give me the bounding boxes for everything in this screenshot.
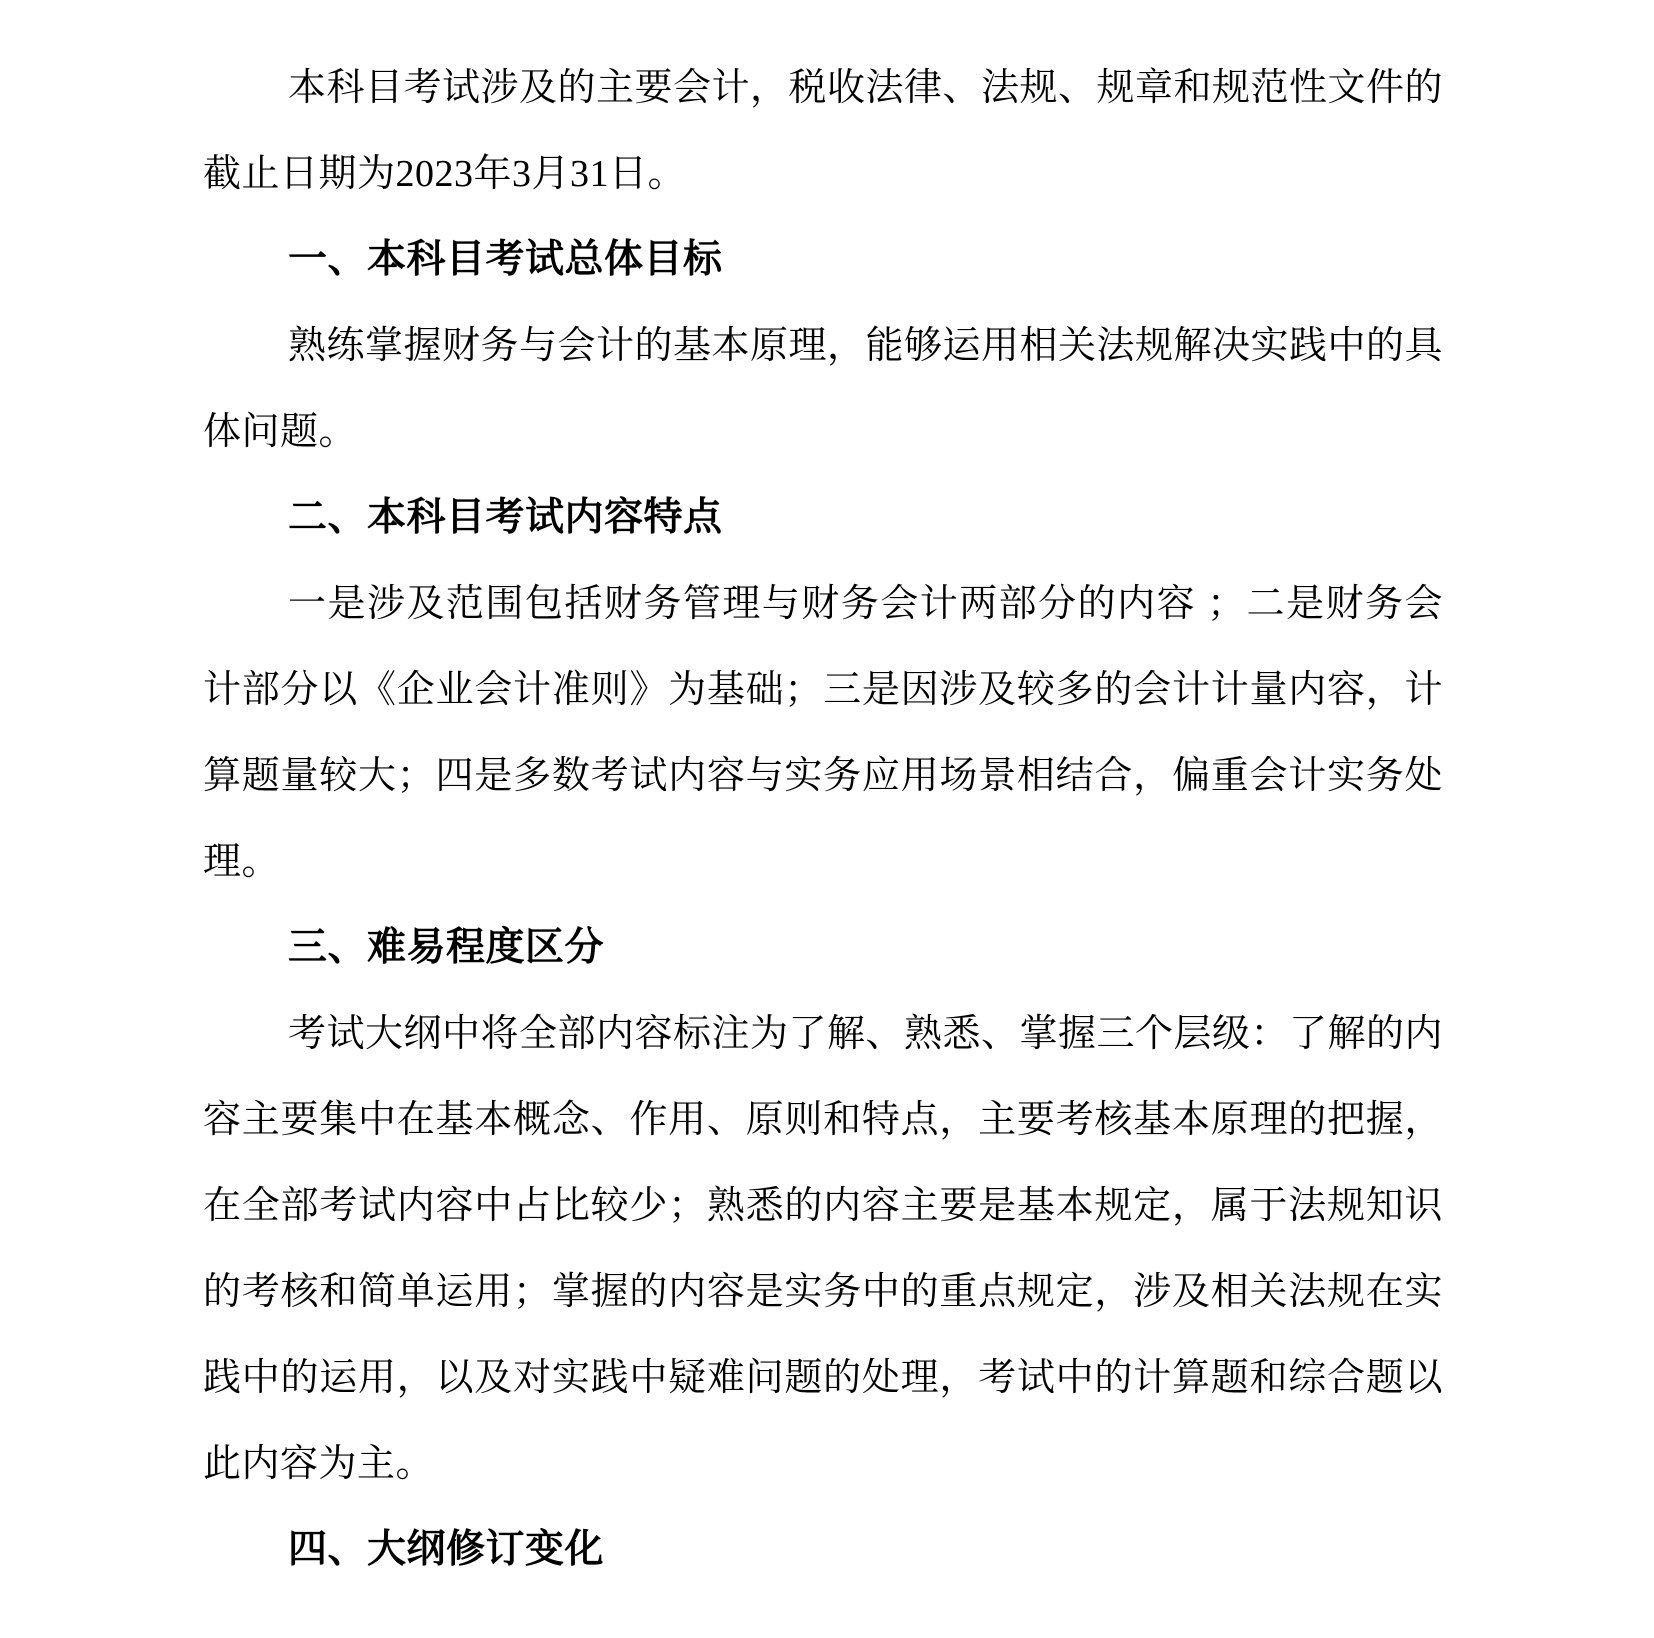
section-3-paragraph: 考试大纲中将全部内容标注为了解、熟悉、掌握三个层级：了解的内容主要集中在基本概念、作用、原则和特点，主要考核基本原理的把握，在全部考试内容中占比较少；熟悉的内容主要是基本规定，属于法规知识的考核和简单运用；掌握的内容是实务中的重点规定，涉及相关法规在实践中的运用，以及对实践中疑难问题的处理，考试中的计算题和综合题以此内容为主。 <box>203 1013 1444 1485</box>
section-3-heading: 三、难易程度区分 <box>288 926 605 969</box>
intro-paragraph: 本科目考试涉及的主要会计，税收法律、法规、规章和规范性文件的截止日期为2023年3月31日。 <box>203 67 1444 195</box>
section-1-heading: 一、本科目考试总体目标 <box>288 238 723 281</box>
document-text-block <box>203 45 1443 1593</box>
section-2-heading: 二、本科目考试内容特点 <box>288 496 723 539</box>
section-2-paragraph: 一是涉及范围包括财务管理与财务会计两部分的内容 ；二是财务会计部分以《企业会计准则》为基础；三是因涉及较多的会计计量内容，计算题量较大；四是多数考试内容与实务应用场景相结合，偏重会计实务处理。 <box>203 583 1443 883</box>
section-4-heading: 四、大纲修订变化 <box>288 1528 605 1571</box>
section-1-paragraph: 熟练掌握财务与会计的基本原理，能够运用相关法规解决实践中的具体问题。 <box>203 325 1444 453</box>
